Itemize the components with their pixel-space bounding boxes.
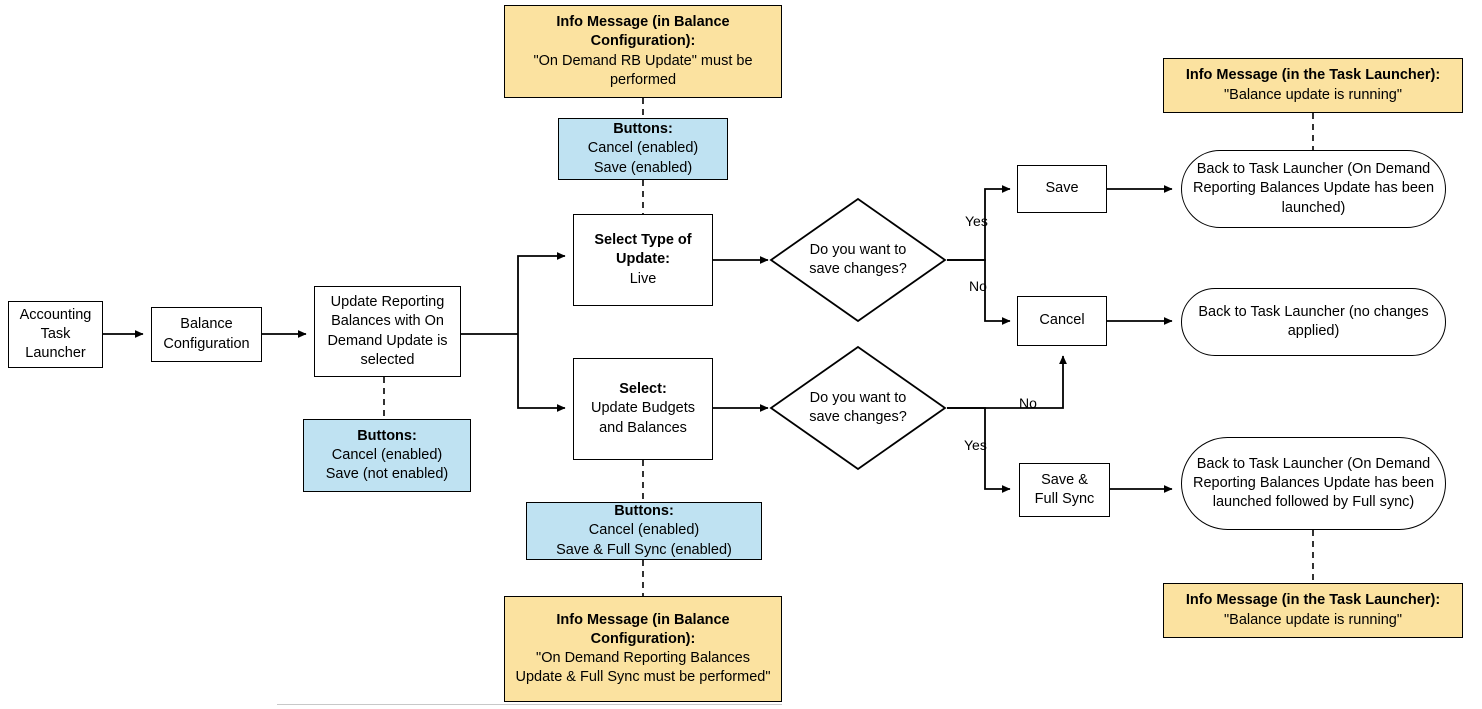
node-select-type-of-update[interactable]	[573, 214, 713, 306]
node-select-type-of-update-title: Select Type of Update:	[594, 232, 692, 268]
callout-info-right-top-body: "Balance update is running"	[1224, 86, 1402, 103]
node-update-reporting-balances[interactable]	[314, 286, 461, 377]
callout-buttons-3-line2: Save & Full Sync (enabled)	[556, 541, 732, 558]
callout-buttons-3-line1: Cancel (enabled)	[588, 522, 700, 539]
callout-info-right-bottom-title: Info Message (in the Task Launcher):	[1185, 592, 1441, 609]
edge-label-top-no: No	[969, 278, 987, 294]
callout-info-bottom-body: "On Demand Reporting Balances Update & Full Sync must be performed"	[515, 650, 771, 686]
node-select-update-budgets-title: Select:	[619, 381, 667, 398]
callout-info-balance-configuration-bottom	[504, 596, 782, 702]
callout-buttons-1-line1: Cancel (enabled)	[331, 446, 443, 463]
edge-label-bottom-yes: Yes	[964, 437, 987, 453]
node-accounting-task-launcher-line1: Accounting	[19, 306, 92, 323]
node-select-update-budgets-body: Update Budgets and Balances	[591, 400, 695, 436]
decision-top-line2: save changes?	[809, 261, 907, 277]
callout-buttons-3-title: Buttons:	[614, 503, 674, 520]
node-select-update-budgets-and-balances[interactable]	[573, 358, 713, 460]
callout-info-balance-configuration-top	[504, 5, 782, 98]
node-cancel[interactable]	[1017, 296, 1107, 346]
node-result-no-changes	[1181, 288, 1446, 356]
node-balance-configuration[interactable]	[151, 307, 262, 362]
bottom-divider	[277, 704, 782, 705]
callout-buttons-1-title: Buttons:	[357, 427, 417, 444]
node-result-bottom-text: Back to Task Launcher (On Demand Reporting Balances Update has been launched followed by Full sync)	[1192, 455, 1435, 511]
callout-buttons-2-line1: Cancel (enabled)	[587, 140, 699, 157]
callout-buttons-save-enabled	[558, 118, 728, 180]
node-result-update-with-full-sync	[1181, 437, 1446, 530]
node-result-middle-text: Back to Task Launcher (no changes applied)	[1198, 303, 1429, 339]
decision-bottom-line2: save changes?	[809, 409, 907, 425]
callout-buttons-save-full-sync-enabled	[526, 502, 762, 560]
callout-buttons-2-line2: Save (enabled)	[593, 159, 693, 176]
callout-buttons-save-not-enabled	[303, 419, 471, 492]
node-save[interactable]	[1017, 165, 1107, 213]
decision-save-changes-bottom[interactable]	[768, 344, 948, 472]
node-cancel-label: Cancel	[1039, 312, 1085, 329]
decision-bottom-line1: Do you want to	[809, 390, 907, 407]
node-accounting-task-launcher[interactable]	[8, 301, 103, 368]
node-save-label: Save	[1045, 180, 1079, 197]
node-save-and-full-sync[interactable]	[1019, 463, 1110, 517]
callout-info-bottom-title: Info Message (in Balance Configuration):	[556, 611, 730, 647]
callout-info-task-launcher-bottom	[1163, 583, 1463, 638]
node-accounting-task-launcher-line3: Launcher	[25, 345, 86, 362]
node-save-full-sync-line1: Save &	[1041, 471, 1088, 488]
edge-label-bottom-no: No	[1019, 395, 1037, 411]
callout-buttons-1-line2: Save (not enabled)	[325, 466, 449, 483]
callout-info-right-bottom-body: "Balance update is running"	[1224, 611, 1402, 628]
node-balance-configuration-line2: Configuration	[163, 335, 250, 352]
node-result-top-text: Back to Task Launcher (On Demand Reporting Balances Update has been launched)	[1192, 161, 1435, 216]
callout-info-top-title: Info Message (in Balance Configuration):	[556, 14, 730, 50]
callout-info-task-launcher-top	[1163, 58, 1463, 113]
node-update-reporting-balances-text: Update Reporting Balances with On Demand Update is selected	[327, 294, 448, 368]
node-result-update-launched	[1181, 150, 1446, 228]
node-save-full-sync-line2: Full Sync	[1034, 491, 1095, 507]
decision-save-changes-top[interactable]	[768, 196, 948, 324]
callout-info-top-body: "On Demand RB Update" must be performed	[533, 52, 753, 88]
callout-buttons-2-title: Buttons:	[613, 121, 673, 138]
decision-top-line1: Do you want to	[809, 242, 907, 259]
edge-label-top-yes: Yes	[965, 213, 988, 229]
callout-info-right-top-title: Info Message (in the Task Launcher):	[1185, 67, 1441, 84]
node-select-type-of-update-body: Live	[629, 270, 657, 287]
node-accounting-task-launcher-line2: Task	[40, 325, 71, 342]
node-balance-configuration-line1: Balance	[180, 316, 233, 333]
